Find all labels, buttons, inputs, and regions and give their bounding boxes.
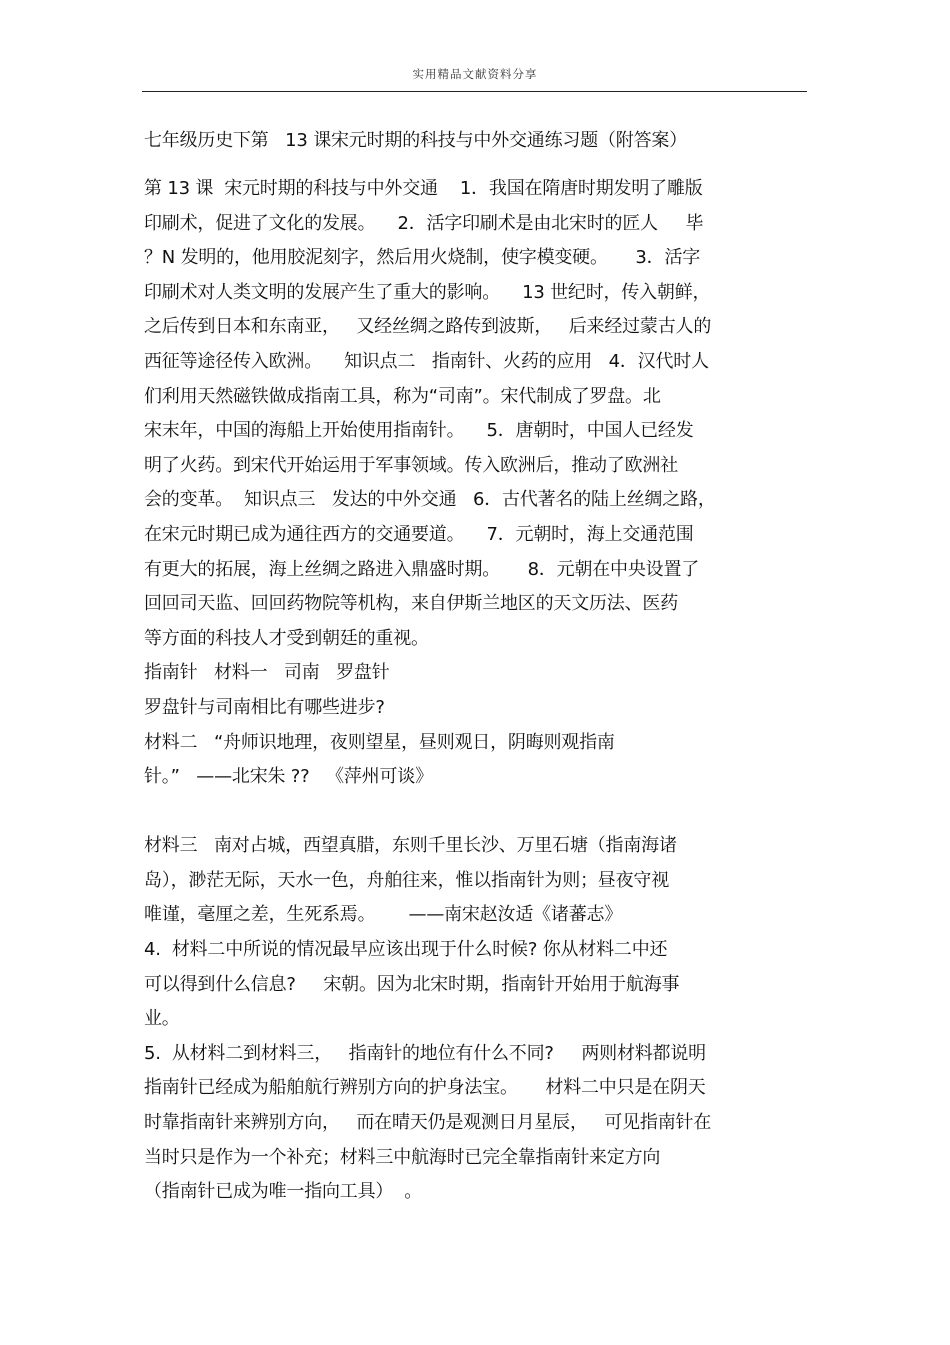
- text-line: 指南针已经成为船舶航行辨别方向的护身法宝。 材料二中只是在阴天: [144, 1077, 706, 1099]
- text-line: 业。: [144, 1008, 180, 1030]
- blank-line: [144, 795, 809, 830]
- text-line: 唯谨，毫厘之差，生死系焉。 ——南宋赵汝适《诸蕃志》: [144, 904, 623, 926]
- text-line: （指南针已成为唯一指向工具） 。: [144, 1181, 423, 1203]
- text-line: 之后传到日本和东南亚， 又经丝绸之路传到波斯， 后来经过蒙古人的: [144, 316, 712, 338]
- text-line: 材料三 南对占城，西望真腊，东则千里长沙、万里石塘（指南海诸: [144, 835, 677, 857]
- text-line: 印刷术，促进了文化的发展。 2．活字印刷术是由北宋时的匠人 毕: [144, 212, 704, 234]
- text-line: 等方面的科技人才受到朝廷的重视。: [144, 627, 429, 649]
- document-title: 七年级历史下第 13 课宋元时期的科技与中外交通练习题（附答案）: [144, 130, 687, 151]
- text-line: 们利用天然磁铁做成指南工具，称为“司南”。宋代制成了罗盘。北: [144, 385, 661, 407]
- text-line: 可以得到什么信息? 宋朝。因为北宋时期，指南针开始用于航海事: [144, 973, 680, 995]
- text-line: 在宋元时期已成为通往西方的交通要道。 7．元朝时，海上交通范围: [144, 523, 694, 545]
- text-line: 针。” ——北宋朱 ?? 《萍州可谈》: [144, 766, 433, 788]
- page-header: 实用精品文献资料分享: [412, 67, 538, 81]
- text-line: 西征等途径传入欧洲。 知识点二 指南针、火药的应用 4．汉代时人: [144, 350, 709, 372]
- text-line: 当时只是作为一个补充；材料三中航海时已完全靠指南针来定方向: [144, 1146, 661, 1168]
- text-line: 印刷术对人类文明的发展产生了重大的影响。 13 世纪时，传入朝鲜，: [144, 281, 711, 303]
- text-line: 材料二 “舟师识地理，夜则望星，昼则观日，阴晦则观指南: [144, 731, 615, 753]
- text-line: 宋末年，中国的海船上开始使用指南针。 5．唐朝时，中国人已经发: [144, 420, 694, 442]
- text-line: 会的变革。 知识点三 发达的中外交通 6．古代著名的陆上丝绸之路，: [144, 489, 716, 511]
- text-line: 回回司天监、回回药物院等机构，来自伊斯兰地区的天文历法、医药: [144, 593, 678, 615]
- text-line: 指南针 材料一 司南 罗盘针: [144, 662, 390, 684]
- text-line: 罗盘针与司南相比有哪些进步?: [144, 696, 385, 718]
- text-line: 明了火药。到宋代开始运用于军事领域。传入欧洲后，推动了欧洲社: [144, 454, 678, 476]
- header-divider: [142, 91, 807, 92]
- document-body: [144, 120, 809, 1210]
- text-line: 5. 从材料二到材料三， 指南针的地位有什么不同? 两则材料都说明: [144, 1042, 706, 1064]
- text-line: 岛），渺茫无际，天水一色，舟舶往来，惟以指南针为则；昼夜守视: [144, 869, 669, 891]
- text-line: ？N 发明的，他用胶泥刻字，然后用火烧制，使字模变硬。 3．活字: [144, 247, 701, 269]
- text-line: 4. 材料二中所说的情况最早应该出现于什么时候? 你从材料二中还: [144, 939, 668, 961]
- text-line: 时靠指南针来辨别方向， 而在晴天仍是观测日月星辰， 可见指南针在: [144, 1112, 712, 1134]
- text-line: 第 13 课 宋元时期的科技与中外交通 1．我国在隋唐时期发明了雕版: [144, 178, 703, 199]
- text-line: 有更大的拓展，海上丝绸之路进入鼎盛时期。 8．元朝在中央设置了: [144, 558, 700, 580]
